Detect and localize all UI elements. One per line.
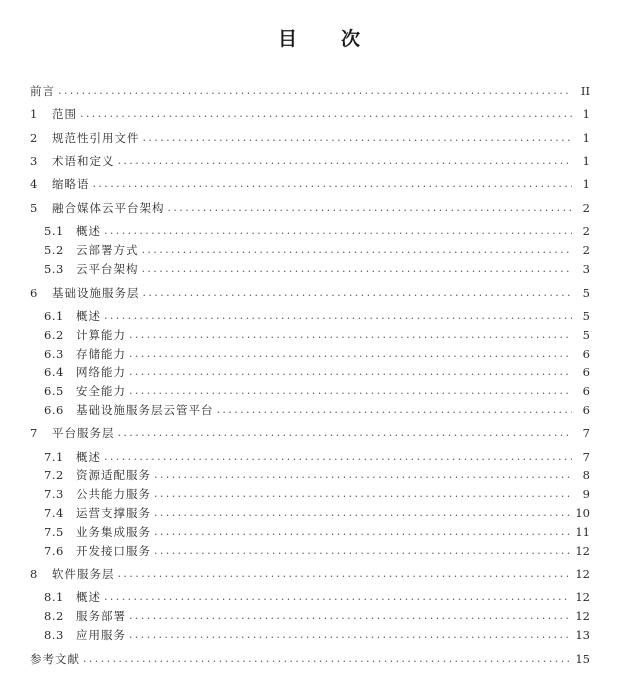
toc-entry-number: 5.1 xyxy=(44,224,64,238)
toc-entry[interactable] xyxy=(44,364,590,380)
dot-leader xyxy=(143,130,573,146)
dot-leader xyxy=(104,223,572,239)
toc-entry[interactable] xyxy=(44,402,590,418)
toc-entry-number: 8 xyxy=(30,567,38,581)
dot-leader xyxy=(168,200,573,216)
toc-entry-label: 术语和定义 xyxy=(52,154,115,168)
toc-entry-label: 云平台架构 xyxy=(76,262,139,276)
toc-entry[interactable] xyxy=(30,83,590,99)
toc-entry-label: 概述 xyxy=(76,224,101,238)
dot-leader xyxy=(154,505,571,521)
toc-entry[interactable] xyxy=(44,486,590,502)
toc-entry-label: 概述 xyxy=(76,309,101,323)
toc-entry-page: 6 xyxy=(582,384,590,398)
toc-entry-page: 9 xyxy=(582,487,590,501)
toc-entry-label: 存储能力 xyxy=(76,347,126,361)
toc-entry-page: II xyxy=(580,84,590,98)
toc-entry[interactable] xyxy=(44,383,590,399)
toc-entry-label: 资源适配服务 xyxy=(76,468,151,482)
dot-leader xyxy=(118,153,573,169)
toc-entry-page: 2 xyxy=(582,224,590,238)
toc-entry-label: 安全能力 xyxy=(76,384,126,398)
toc-entry-number: 8.3 xyxy=(44,628,64,642)
toc-entry-page: 15 xyxy=(575,652,590,666)
toc-entry[interactable] xyxy=(30,651,590,667)
toc-entry[interactable] xyxy=(30,153,590,169)
dot-leader xyxy=(58,83,572,99)
toc-entry[interactable] xyxy=(44,346,590,362)
toc-entry-number: 5.2 xyxy=(44,243,64,257)
toc-entry[interactable] xyxy=(44,467,590,483)
toc-entry[interactable] xyxy=(44,242,590,258)
toc-entry-number: 7.5 xyxy=(44,525,64,539)
toc-entry[interactable] xyxy=(44,543,590,559)
toc-entry[interactable] xyxy=(30,106,590,122)
dot-leader xyxy=(80,106,572,122)
dot-leader xyxy=(142,242,573,258)
dot-leader xyxy=(104,589,571,605)
toc-entry-label: 规范性引用文件 xyxy=(52,131,140,145)
dot-leader xyxy=(129,608,571,624)
toc-entry-page: 1 xyxy=(582,131,590,145)
toc-entry-page: 7 xyxy=(582,426,590,440)
toc-entry-label: 基础设施服务层 xyxy=(52,286,140,300)
toc-entry-label: 概述 xyxy=(76,450,101,464)
toc-entry-number: 7.3 xyxy=(44,487,64,501)
dot-leader xyxy=(217,402,573,418)
title-char-2: 次 xyxy=(341,28,361,50)
toc-entry-label: 缩略语 xyxy=(52,177,90,191)
dot-leader xyxy=(129,383,572,399)
toc-entry-label: 业务集成服务 xyxy=(76,525,151,539)
toc-entry[interactable] xyxy=(30,566,590,582)
toc-entry[interactable] xyxy=(44,627,590,643)
toc-entry-label: 服务部署 xyxy=(76,609,126,623)
toc-entry[interactable] xyxy=(44,449,590,465)
toc-entry-number: 6.5 xyxy=(44,384,64,398)
dot-leader xyxy=(118,566,572,582)
dot-leader xyxy=(104,308,572,324)
toc-entry[interactable] xyxy=(44,608,590,624)
toc-entry[interactable] xyxy=(44,308,590,324)
toc-entry-number: 3 xyxy=(30,154,38,168)
dot-leader xyxy=(129,627,571,643)
dot-leader xyxy=(142,261,573,277)
toc-entry-page: 12 xyxy=(575,544,590,558)
toc-entry-number: 7.2 xyxy=(44,468,64,482)
toc-entry-page: 12 xyxy=(575,609,590,623)
toc-entry-label: 平台服务层 xyxy=(52,426,115,440)
toc-entry-label: 软件服务层 xyxy=(52,567,115,581)
toc-entry-label: 云部署方式 xyxy=(76,243,139,257)
toc-entry-label: 计算能力 xyxy=(76,328,126,342)
toc-entry-number: 7.4 xyxy=(44,506,64,520)
toc-entry-label: 前言 xyxy=(30,84,55,98)
title-char-1: 目 xyxy=(277,28,297,50)
toc-entry-page: 7 xyxy=(582,450,590,464)
toc-entry-label: 参考文献 xyxy=(30,652,80,666)
toc-entry[interactable] xyxy=(30,285,590,301)
toc-entry-page: 2 xyxy=(582,243,590,257)
toc-entry[interactable] xyxy=(44,327,590,343)
toc-entry-number: 6.4 xyxy=(44,365,64,379)
toc-entry-number: 6 xyxy=(30,286,38,300)
toc-entry-page: 10 xyxy=(575,506,590,520)
dot-leader xyxy=(129,346,572,362)
toc-entry-number: 8.2 xyxy=(44,609,64,623)
toc-entry[interactable] xyxy=(30,176,590,192)
dot-leader xyxy=(154,486,572,502)
toc-entry-number: 5 xyxy=(30,201,38,215)
toc-entry-number: 6.1 xyxy=(44,309,64,323)
dot-leader xyxy=(154,543,571,559)
toc-entry-label: 基础设施服务层云管平台 xyxy=(76,403,214,417)
toc-entry-number: 6.2 xyxy=(44,328,64,342)
toc-entry-page: 5 xyxy=(582,328,590,342)
toc-entry-number: 1 xyxy=(30,107,38,121)
toc-entry[interactable] xyxy=(30,200,590,216)
toc-entry-number: 6.6 xyxy=(44,403,64,417)
dot-leader xyxy=(129,327,572,343)
toc-entry-label: 开发接口服务 xyxy=(76,544,151,558)
dot-leader xyxy=(129,364,572,380)
toc-entry[interactable] xyxy=(30,130,590,146)
toc-entry-number: 7 xyxy=(30,426,38,440)
toc-entry[interactable] xyxy=(44,524,590,540)
toc-entry[interactable] xyxy=(30,425,590,441)
toc-entry-number: 6.3 xyxy=(44,347,64,361)
toc-entry-number: 2 xyxy=(30,131,38,145)
dot-leader xyxy=(83,651,571,667)
dot-leader xyxy=(118,425,573,441)
toc-entry-label: 范围 xyxy=(52,107,77,121)
toc-entry[interactable] xyxy=(44,589,590,605)
toc-entry-page: 13 xyxy=(575,628,590,642)
toc-entry-page: 11 xyxy=(575,525,590,539)
toc-entry-label: 公共能力服务 xyxy=(76,487,151,501)
toc-entry-page: 5 xyxy=(582,309,590,323)
toc-entry-number: 4 xyxy=(30,177,38,191)
toc-entry-label: 应用服务 xyxy=(76,628,126,642)
dot-leader xyxy=(154,467,572,483)
toc-entry-page: 2 xyxy=(582,201,590,215)
toc-entry-page: 3 xyxy=(582,262,590,276)
toc-entry-page: 12 xyxy=(575,567,590,581)
toc-entry-page: 12 xyxy=(575,590,590,604)
toc-entry-page: 6 xyxy=(582,365,590,379)
toc-entry-label: 网络能力 xyxy=(76,365,126,379)
toc-entry-page: 1 xyxy=(582,107,590,121)
toc-entry[interactable] xyxy=(44,223,590,239)
toc-entry-page: 1 xyxy=(582,177,590,191)
toc-entry[interactable] xyxy=(44,261,590,277)
toc-entry-page: 6 xyxy=(582,403,590,417)
dot-leader xyxy=(154,524,571,540)
page-title xyxy=(0,24,638,51)
dot-leader xyxy=(104,449,572,465)
toc-entry-page: 5 xyxy=(582,286,590,300)
toc-entry-number: 5.3 xyxy=(44,262,64,276)
toc-entry-label: 运营支撑服务 xyxy=(76,506,151,520)
toc-entry-label: 融合媒体云平台架构 xyxy=(52,201,165,215)
dot-leader xyxy=(93,176,573,192)
toc-entry-page: 6 xyxy=(582,347,590,361)
toc-entry-page: 8 xyxy=(582,468,590,482)
toc-entry-label: 概述 xyxy=(76,590,101,604)
toc-entry-number: 7.6 xyxy=(44,544,64,558)
toc-entry-number: 7.1 xyxy=(44,450,64,464)
toc-entry[interactable] xyxy=(44,505,590,521)
toc-entry-number: 8.1 xyxy=(44,590,64,604)
dot-leader xyxy=(143,285,573,301)
toc-entry-page: 1 xyxy=(582,154,590,168)
